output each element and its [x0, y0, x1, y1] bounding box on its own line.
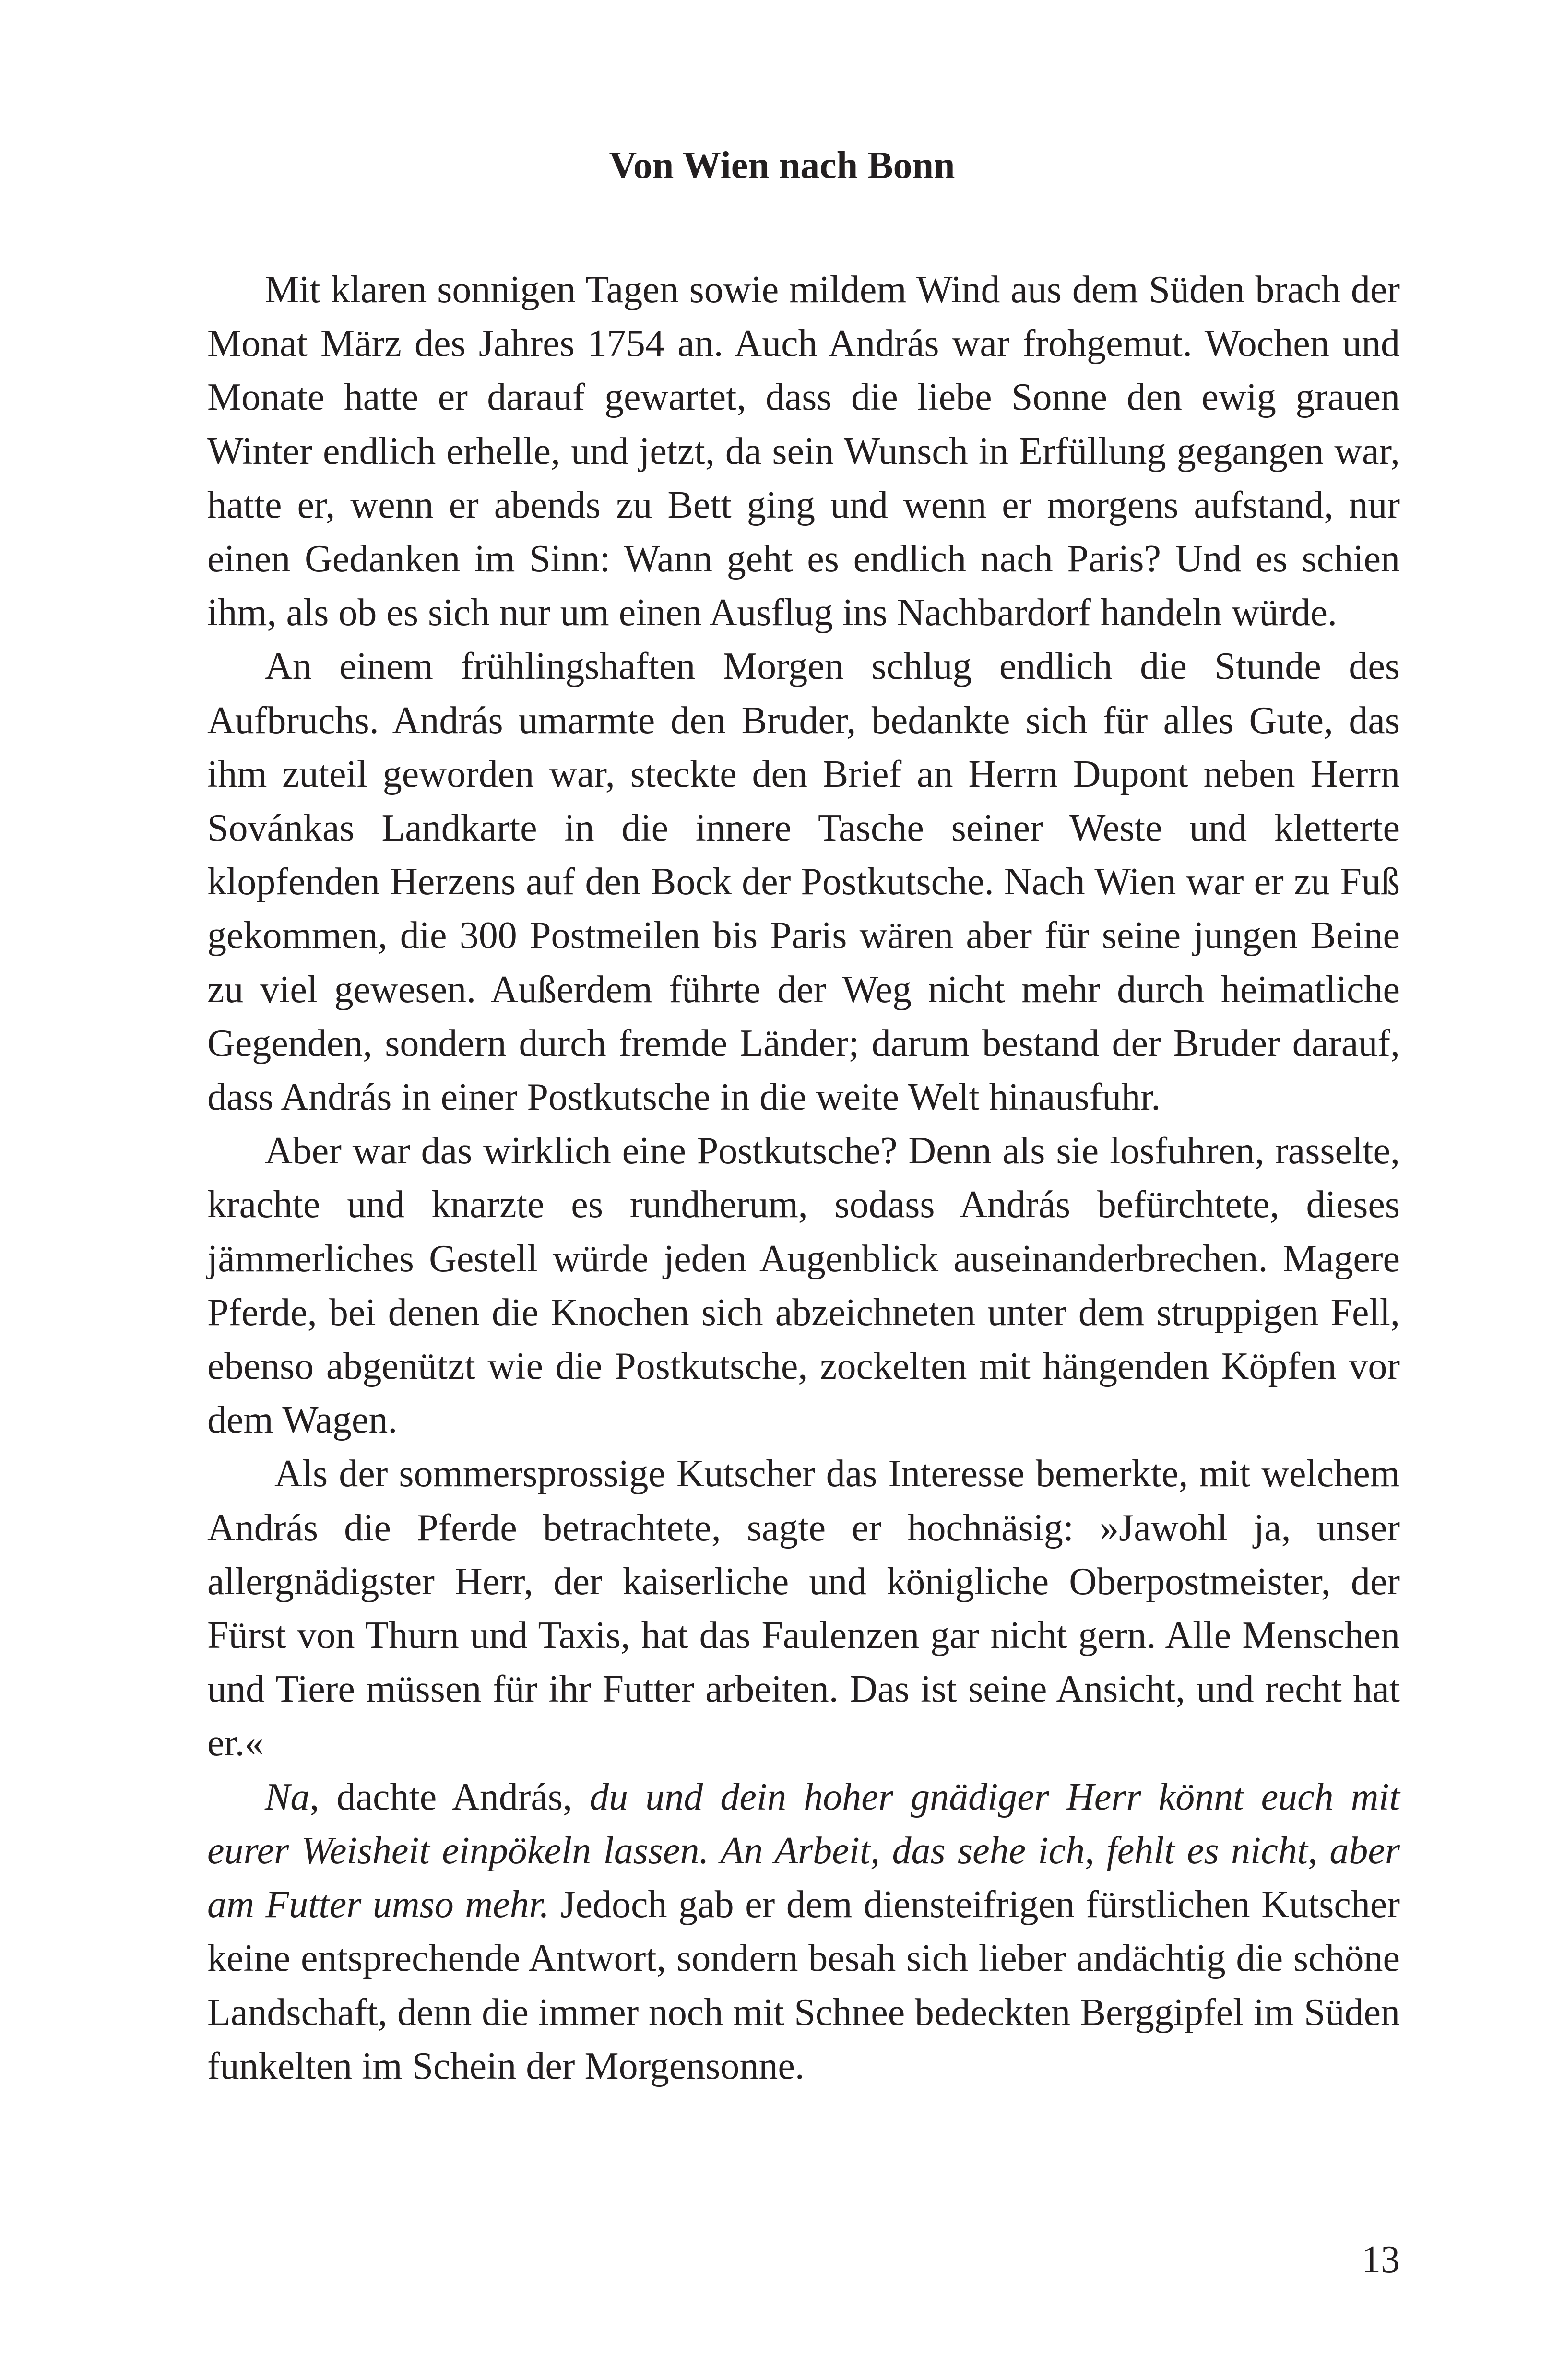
paragraph-5-italic-thought: du und dein hoher gnädiger Herr könnt euch mit eurer Weisheit einpökeln lassen. An Arbeit, das sehe ich, fehlt es nicht, aber am Futter umso mehr. — [207, 1776, 1400, 1926]
paragraph-3: Aber war das wirklich eine Postkutsche? Denn als sie losfuhren, rasselte, krachte und knarzte es rundherum, sodass András befürchtete, dieses jämmerliches Gestell würde jeden Augenblick auseinanderbrechen. Magere Pferde, bei denen die Knochen sich abzeichneten unter dem struppigen Fell, ebenso abgenützt wie die Postkutsche, zockelten mit hängenden Köpfen vor dem Wagen. — [207, 1130, 1400, 1442]
paragraph-5 — [207, 1770, 1400, 2093]
body-text — [207, 263, 1400, 2093]
paragraph-2: An einem frühlingshaften Morgen schlug endlich die Stunde des Aufbruchs. András umarmte den Bruder, bedankte sich für alles Gute, das ihm zuteil geworden war, steckte den Brief an Herrn Dupont neben Herrn Sovánkas Landkarte in die innere Tasche seiner Weste und kletterte klopfenden Herzens auf den Bock der Postkutsche. Nach Wien war er zu Fuß gekommen, die 300 Postmeilen bis Paris wären aber für seine jungen Beine zu viel gewesen. Außerdem führte der Weg nicht mehr durch heimatliche Gegenden, sondern durch fremde Länder; darum bestand der Bruder darauf, dass András in einer Postkutsche in die weite Welt hinausfuhr. — [207, 645, 1400, 1119]
paragraph-4: Als der sommersprossige Kutscher das Interesse bemerkte, mit welchem András die Pferde betrachtete, sagte er hochnäsig: »Jawohl ja, unser allergnädigster Herr, der kaiserliche und königliche Oberpostmeister, der Fürst von Thurn und Taxis, hat das Faulenzen gar nicht gern. Alle Menschen und Tiere müssen für ihr Futter arbeiten. Das ist seine Ansicht, und recht hat er.« — [207, 1453, 1400, 1764]
page-number: 13 — [1362, 2238, 1400, 2281]
paragraph-1: Mit klaren sonnigen Tagen sowie mildem Wind aus dem Süden brach der Monat März des Jahres 1754 an. Auch András war frohgemut. Wochen und Monate hatte er darauf gewartet, dass die liebe Sonne den ewig grauen Winter endlich erhelle, und jetzt, da sein Wunsch in Erfüllung gegangen war, hatte er, wenn er abends zu Bett ging und wenn er morgens aufstand, nur einen Gedanken im Sinn: Wann geht es endlich nach Paris? Und es schien ihm, als ob es sich nur um einen Ausflug ins Nachbardorf handeln würde. — [207, 269, 1400, 634]
chapter-title: Von Wien nach Bonn — [609, 144, 955, 187]
paragraph-5-italic-na: Na — [265, 1776, 310, 1818]
paragraph-5-narration: , dachte András, — [309, 1776, 590, 1818]
paragraph-5-continuation: Jedoch gab er dem diensteifrigen fürstlichen Kutscher keine entsprechende Antwort, sondern besah sich lieber andächtig die schöne Landschaft, denn die immer noch mit Schnee bedeckten Berggipfel im Süden funkelten im Schein der Morgensonne. — [207, 1883, 1400, 2087]
